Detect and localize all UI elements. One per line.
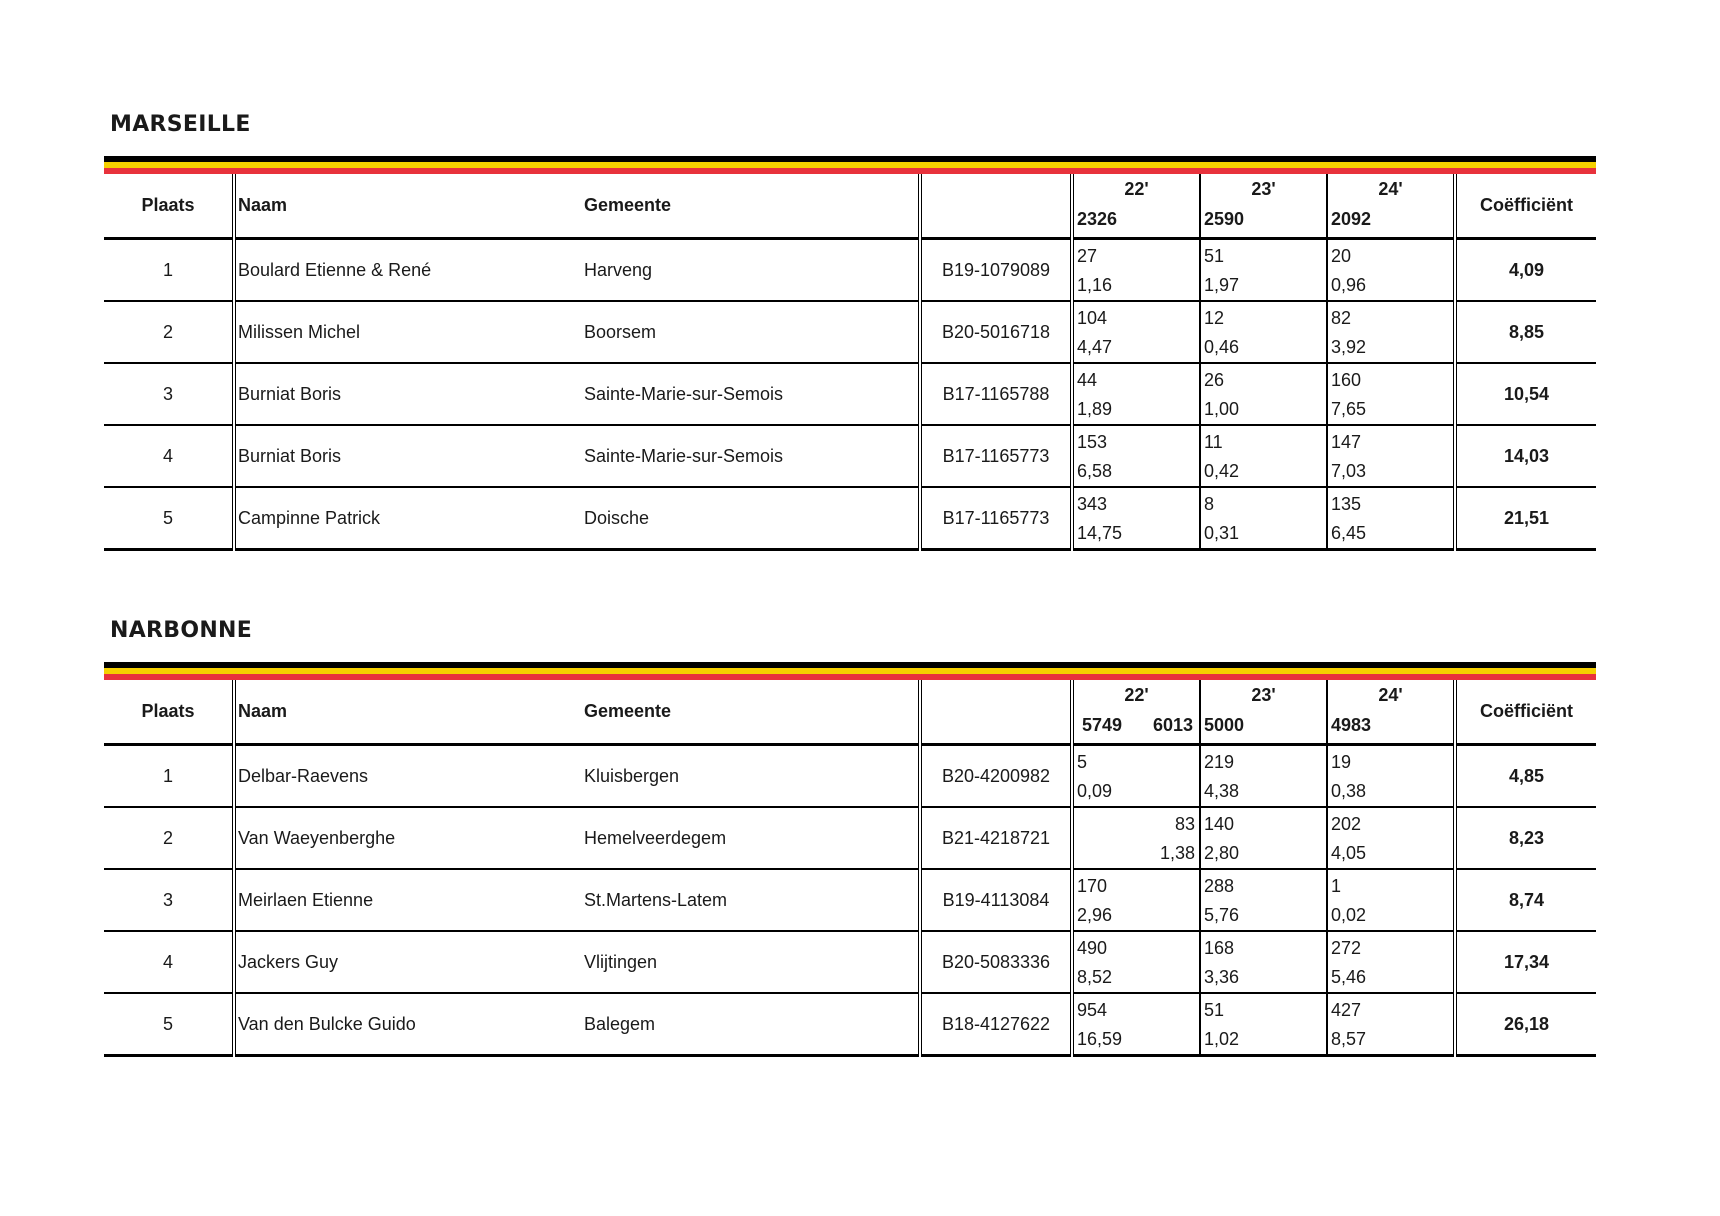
cell-performance (1200, 745, 1327, 808)
cell-percentage: 1,02 (1204, 1029, 1240, 1049)
cell-naam: Van Waeyenberghe (234, 807, 584, 869)
cell-rank: 20 (1331, 246, 1352, 266)
cell-performance (1327, 301, 1455, 363)
cell-gemeente: Sainte-Marie-sur-Semois (584, 363, 920, 425)
cell-naam: Delbar-Raevens (234, 745, 584, 808)
cell-ring: B19-4113084 (920, 869, 1072, 931)
cell-performance (1072, 869, 1200, 931)
cell-gemeente: Harveng (584, 239, 920, 302)
cell-percentage: 1,38 (1159, 843, 1195, 863)
cell-ring: B20-5016718 (920, 301, 1072, 363)
cell-gemeente: St.Martens-Latem (584, 869, 920, 931)
cell-ring: B20-5083336 (920, 931, 1072, 993)
cell-percentage: 6,45 (1331, 523, 1367, 543)
cell-ring: B17-1165788 (920, 363, 1072, 425)
cell-coefficient: 17,34 (1455, 931, 1596, 993)
header-year (1200, 680, 1327, 745)
header-count: 2590 (1204, 209, 1245, 229)
cell-percentage: 5,46 (1331, 967, 1367, 987)
header-count: 2326 (1077, 209, 1118, 229)
cell-rank: 427 (1331, 1000, 1362, 1020)
cell-performance (1200, 487, 1327, 550)
header-year-label: 23' (1251, 685, 1276, 705)
flag-stripe (104, 156, 1596, 174)
cell-percentage: 7,65 (1331, 399, 1367, 419)
table-header-row (104, 680, 1596, 745)
cell-rank: 219 (1204, 752, 1235, 772)
cell-percentage: 14,75 (1077, 523, 1123, 543)
cell-plaats: 2 (104, 807, 234, 869)
header-year-label: 24' (1378, 179, 1403, 199)
cell-percentage: 0,46 (1204, 337, 1240, 357)
cell-percentage: 7,03 (1331, 461, 1367, 481)
cell-plaats: 4 (104, 425, 234, 487)
cell-rank: 153 (1077, 432, 1108, 452)
cell-percentage: 0,38 (1331, 781, 1367, 801)
header-year (1327, 680, 1455, 745)
header-year-label: 22' (1124, 179, 1149, 199)
cell-percentage: 3,92 (1331, 337, 1367, 357)
cell-gemeente: Doische (584, 487, 920, 550)
cell-rank: 168 (1204, 938, 1235, 958)
cell-rank: 51 (1204, 1000, 1225, 1020)
cell-percentage: 1,16 (1077, 275, 1113, 295)
table-row (104, 239, 1596, 302)
cell-plaats: 1 (104, 239, 234, 302)
cell-rank: 135 (1331, 494, 1362, 514)
cell-rank: 140 (1204, 814, 1235, 834)
cell-performance (1200, 869, 1327, 931)
header-count: 5000 (1204, 715, 1245, 735)
cell-performance (1200, 239, 1327, 302)
cell-performance (1072, 239, 1200, 302)
cell-rank: 160 (1331, 370, 1362, 390)
cell-performance (1327, 931, 1455, 993)
cell-ring: B20-4200982 (920, 745, 1072, 808)
cell-rank: 83 (1174, 814, 1195, 834)
cell-performance (1200, 363, 1327, 425)
header-year-label: 22' (1124, 685, 1149, 705)
cell-rank: 82 (1331, 308, 1352, 328)
section-title: MARSEILLE (110, 112, 251, 137)
cell-performance (1072, 745, 1200, 808)
cell-gemeente: Vlijtingen (584, 931, 920, 993)
table-row (104, 487, 1596, 550)
header-year (1072, 680, 1200, 745)
cell-rank: 1 (1331, 876, 1342, 896)
cell-percentage: 0,09 (1077, 781, 1113, 801)
cell-performance (1327, 363, 1455, 425)
cell-performance (1200, 807, 1327, 869)
cell-rank: 5 (1077, 752, 1088, 772)
results-table (104, 174, 1596, 551)
table-row (104, 869, 1596, 931)
cell-percentage: 5,76 (1204, 905, 1240, 925)
header-year (1327, 174, 1455, 239)
cell-plaats: 3 (104, 363, 234, 425)
header-naam: Naam (234, 174, 584, 239)
header-plaats: Plaats (104, 174, 234, 239)
header-count-2: 6013 (1152, 715, 1193, 735)
cell-coefficient: 8,74 (1455, 869, 1596, 931)
cell-ring: B19-1079089 (920, 239, 1072, 302)
header-year (1072, 174, 1200, 239)
cell-naam: Jackers Guy (234, 931, 584, 993)
table-row (104, 301, 1596, 363)
header-count: 2092 (1331, 209, 1372, 229)
cell-performance (1200, 993, 1327, 1056)
cell-percentage: 3,36 (1204, 967, 1240, 987)
cell-rank: 26 (1204, 370, 1225, 390)
cell-coefficient: 21,51 (1455, 487, 1596, 550)
cell-percentage: 4,47 (1077, 337, 1113, 357)
cell-performance (1072, 931, 1200, 993)
cell-coefficient: 4,09 (1455, 239, 1596, 302)
cell-percentage: 0,02 (1331, 905, 1367, 925)
header-ring (920, 174, 1072, 239)
cell-rank: 44 (1077, 370, 1098, 390)
cell-naam: Campinne Patrick (234, 487, 584, 550)
cell-performance (1200, 425, 1327, 487)
cell-performance (1072, 993, 1200, 1056)
header-ring (920, 680, 1072, 745)
cell-performance (1327, 993, 1455, 1056)
cell-rank: 954 (1077, 1000, 1108, 1020)
cell-rank: 272 (1331, 938, 1362, 958)
cell-percentage: 4,38 (1204, 781, 1240, 801)
cell-performance (1327, 425, 1455, 487)
cell-gemeente: Kluisbergen (584, 745, 920, 808)
header-year (1200, 174, 1327, 239)
cell-ring: B21-4218721 (920, 807, 1072, 869)
cell-percentage: 2,80 (1204, 843, 1240, 863)
header-count: 4983 (1331, 715, 1372, 735)
cell-rank: 12 (1204, 308, 1225, 328)
cell-performance (1327, 239, 1455, 302)
cell-percentage: 6,58 (1077, 461, 1113, 481)
cell-naam: Burniat Boris (234, 363, 584, 425)
cell-gemeente: Hemelveerdegem (584, 807, 920, 869)
header-coefficient: Coëfficiënt (1455, 174, 1596, 239)
table-header-row (104, 174, 1596, 239)
cell-performance (1072, 807, 1200, 869)
results-table (104, 680, 1596, 1057)
cell-percentage: 1,00 (1204, 399, 1240, 419)
cell-performance (1327, 745, 1455, 808)
header-year-label: 23' (1251, 179, 1276, 199)
cell-percentage: 0,42 (1204, 461, 1240, 481)
cell-plaats: 3 (104, 869, 234, 931)
cell-naam: Meirlaen Etienne (234, 869, 584, 931)
cell-gemeente: Boorsem (584, 301, 920, 363)
cell-plaats: 2 (104, 301, 234, 363)
cell-rank: 27 (1077, 246, 1098, 266)
table-row (104, 931, 1596, 993)
section-title: NARBONNE (110, 618, 253, 643)
table-row (104, 993, 1596, 1056)
cell-performance (1200, 931, 1327, 993)
table-row (104, 363, 1596, 425)
cell-performance (1072, 487, 1200, 550)
cell-ring: B17-1165773 (920, 487, 1072, 550)
header-year-label: 24' (1378, 685, 1403, 705)
cell-gemeente: Balegem (584, 993, 920, 1056)
cell-percentage: 1,97 (1204, 275, 1240, 295)
cell-naam: Van den Bulcke Guido (234, 993, 584, 1056)
cell-percentage: 0,96 (1331, 275, 1367, 295)
table-row (104, 425, 1596, 487)
cell-percentage: 1,89 (1077, 399, 1113, 419)
cell-performance (1072, 301, 1200, 363)
cell-rank: 490 (1077, 938, 1108, 958)
cell-gemeente: Sainte-Marie-sur-Semois (584, 425, 920, 487)
cell-performance (1327, 869, 1455, 931)
cell-plaats: 1 (104, 745, 234, 808)
cell-rank: 8 (1204, 494, 1215, 514)
cell-percentage: 2,96 (1077, 905, 1113, 925)
header-naam: Naam (234, 680, 584, 745)
cell-rank: 19 (1331, 752, 1352, 772)
cell-naam: Burniat Boris (234, 425, 584, 487)
cell-coefficient: 26,18 (1455, 993, 1596, 1056)
cell-performance (1327, 807, 1455, 869)
header-gemeente: Gemeente (584, 680, 920, 745)
cell-percentage: 4,05 (1331, 843, 1367, 863)
flag-stripe (104, 662, 1596, 680)
cell-coefficient: 8,85 (1455, 301, 1596, 363)
cell-percentage: 16,59 (1077, 1029, 1123, 1049)
header-count: 5749 (1082, 715, 1123, 735)
cell-percentage: 8,52 (1077, 967, 1113, 987)
cell-percentage: 8,57 (1331, 1029, 1367, 1049)
cell-rank: 170 (1077, 876, 1108, 896)
cell-plaats: 5 (104, 487, 234, 550)
cell-performance (1200, 301, 1327, 363)
table-row (104, 745, 1596, 808)
cell-plaats: 5 (104, 993, 234, 1056)
table-row (104, 807, 1596, 869)
cell-performance (1072, 363, 1200, 425)
cell-ring: B17-1165773 (920, 425, 1072, 487)
cell-ring: B18-4127622 (920, 993, 1072, 1056)
cell-performance (1327, 487, 1455, 550)
cell-rank: 104 (1077, 308, 1108, 328)
cell-naam: Boulard Etienne & René (234, 239, 584, 302)
cell-rank: 51 (1204, 246, 1225, 266)
cell-rank: 202 (1331, 814, 1362, 834)
cell-coefficient: 8,23 (1455, 807, 1596, 869)
cell-performance (1072, 425, 1200, 487)
header-gemeente: Gemeente (584, 174, 920, 239)
cell-naam: Milissen Michel (234, 301, 584, 363)
cell-rank: 11 (1204, 432, 1223, 452)
cell-rank: 147 (1331, 432, 1362, 452)
cell-rank: 343 (1077, 494, 1108, 514)
cell-plaats: 4 (104, 931, 234, 993)
cell-percentage: 0,31 (1204, 523, 1240, 543)
cell-coefficient: 10,54 (1455, 363, 1596, 425)
cell-coefficient: 4,85 (1455, 745, 1596, 808)
cell-rank: 288 (1204, 876, 1235, 896)
cell-coefficient: 14,03 (1455, 425, 1596, 487)
header-plaats: Plaats (104, 680, 234, 745)
header-coefficient: Coëfficiënt (1455, 680, 1596, 745)
